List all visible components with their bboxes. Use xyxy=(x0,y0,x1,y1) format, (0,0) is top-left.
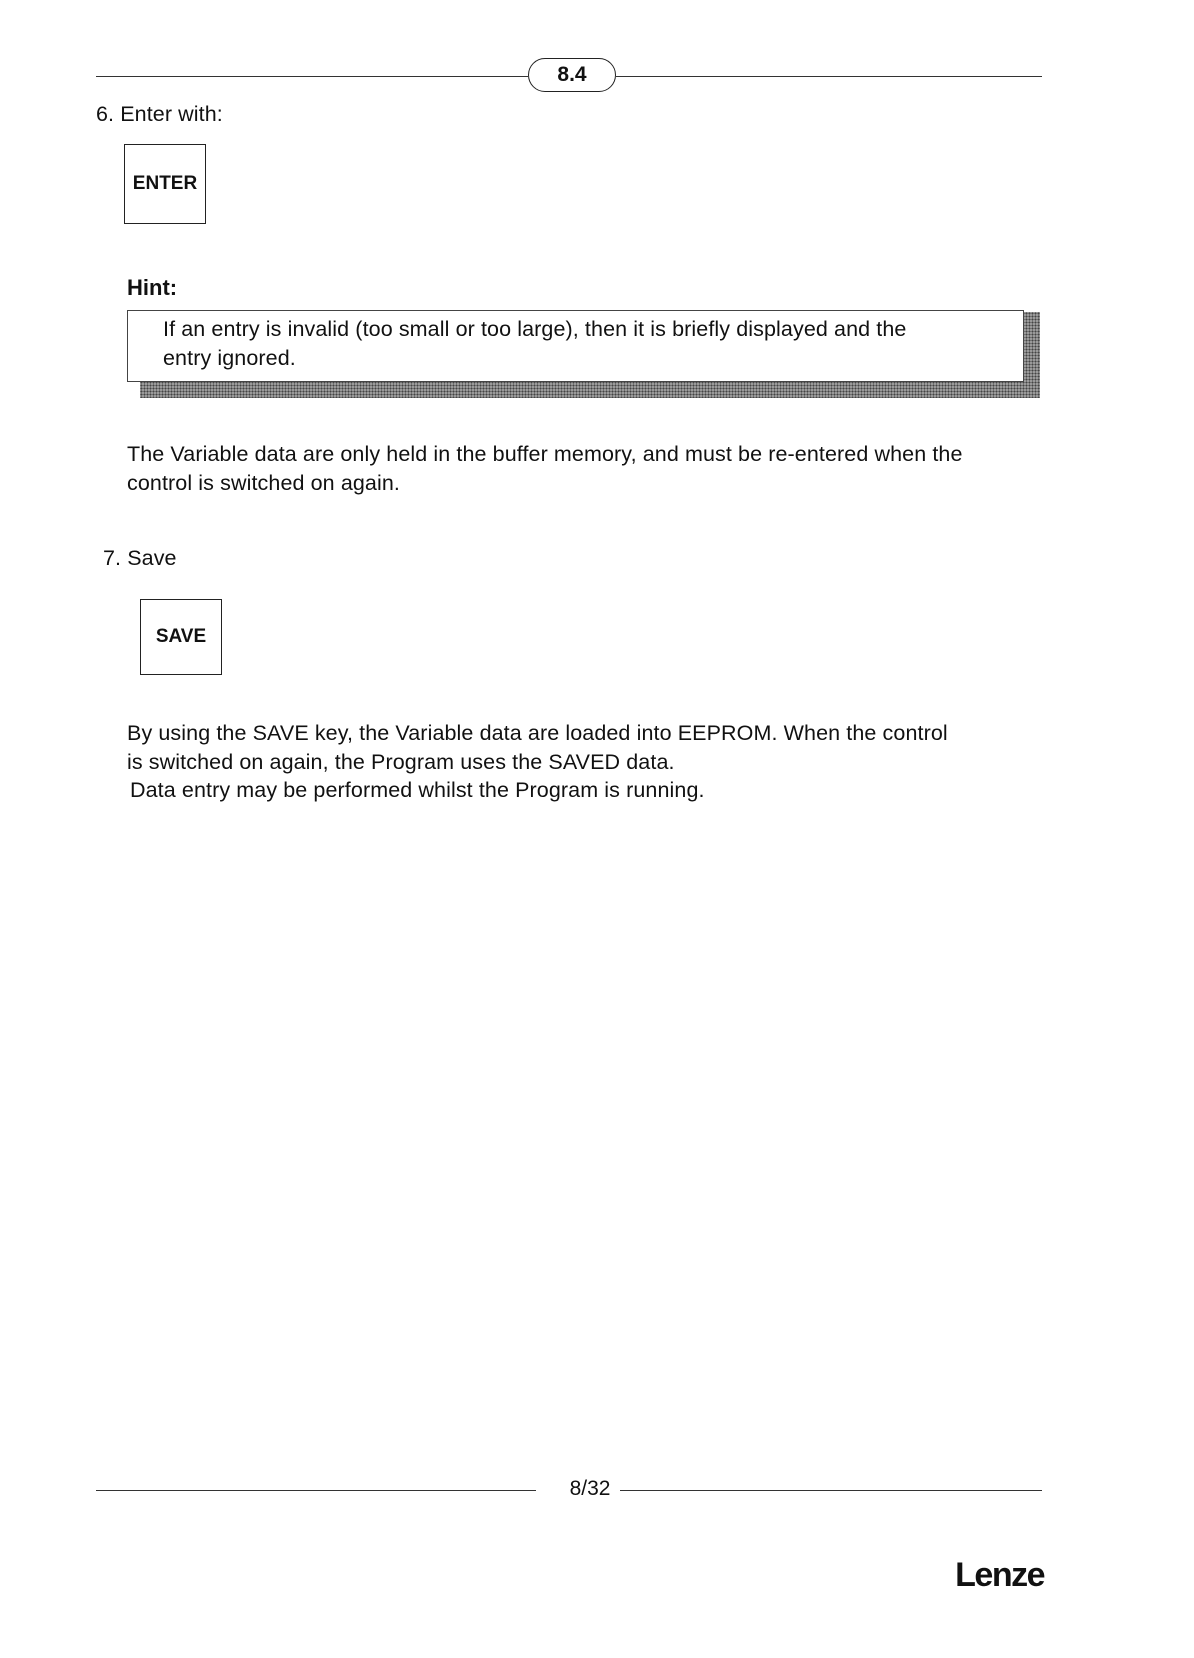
footer-rule-left xyxy=(96,1490,536,1491)
page-number: 8/32 xyxy=(569,1477,611,1500)
paragraph-2-line-2: is switched on again, the Program uses the SAVED data. xyxy=(127,750,675,774)
section-badge: 8.4 xyxy=(528,58,616,92)
footer-rule-right xyxy=(620,1490,1042,1491)
hint-title: Hint: xyxy=(127,275,178,300)
hint-text-line-1: If an entry is invalid (too small or too large), then it is briefly displayed and the xyxy=(163,317,907,341)
hint-box xyxy=(127,310,1024,382)
brand-logo: Lenze xyxy=(955,1556,1044,1594)
hint-text-line-2: entry ignored. xyxy=(163,346,296,370)
save-key: SAVE xyxy=(140,599,222,675)
header-rule-left xyxy=(96,76,528,77)
enter-key: ENTER xyxy=(124,144,206,224)
paragraph-1-line-1: The Variable data are only held in the buffer memory, and must be re-entered when the xyxy=(127,442,963,466)
paragraph-2-line-1: By using the SAVE key, the Variable data are loaded into EEPROM. When the control xyxy=(127,721,948,745)
header-rule-right xyxy=(616,76,1042,77)
step-6-label: 6. Enter with: xyxy=(96,102,223,126)
paragraph-1-line-2: control is switched on again. xyxy=(127,471,400,495)
paragraph-2-line-3: Data entry may be performed whilst the Program is running. xyxy=(130,778,705,802)
step-7-label: 7. Save xyxy=(103,546,177,570)
